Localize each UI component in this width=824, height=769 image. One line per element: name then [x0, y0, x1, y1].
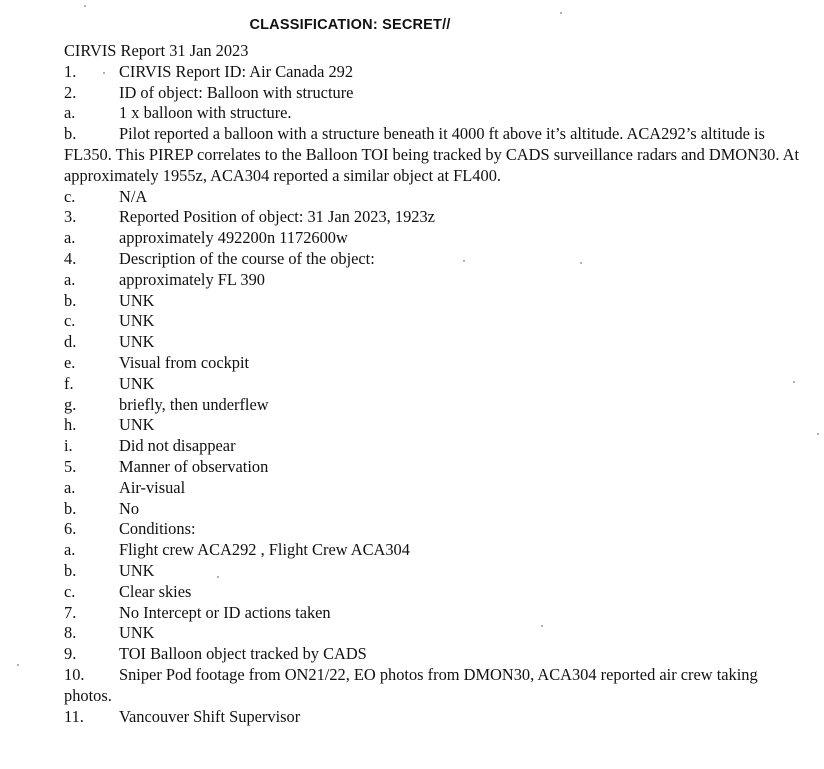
line-text: UNK: [119, 560, 155, 580]
scan-speck: [463, 260, 465, 262]
line-number: 1.: [64, 61, 77, 81]
line-number: a.: [64, 103, 76, 123]
line-number: d.: [64, 332, 77, 352]
line-text: Clear skies: [119, 581, 192, 601]
report-line: [64, 187, 804, 208]
report-line: [64, 519, 804, 540]
line-text: UNK: [119, 332, 155, 352]
report-line: [64, 457, 804, 478]
line-text: TOI Balloon object tracked by CADS: [119, 644, 367, 664]
line-text: N/A: [119, 186, 148, 206]
report-line: [64, 103, 804, 124]
line-number: b.: [64, 124, 77, 144]
line-number: b.: [64, 560, 77, 580]
line-text: Manner of observation: [119, 456, 269, 476]
report-line: [64, 124, 804, 186]
report-line: [64, 561, 804, 582]
line-number: 5.: [64, 456, 77, 476]
report-line: [64, 395, 804, 416]
report-line: [64, 291, 804, 312]
report-line: [64, 540, 804, 561]
line-text: Visual from cockpit: [119, 352, 250, 372]
report-line: [64, 707, 804, 728]
line-text: Sniper Pod footage from ON21/22, EO photos from DMON30, ACA304 reported air crew taking photos.: [64, 664, 758, 705]
report-line: [64, 603, 804, 624]
scan-speck: [103, 72, 105, 74]
line-text: briefly, then underflew: [119, 394, 269, 414]
line-number: f.: [64, 373, 74, 393]
line-number: a.: [64, 540, 76, 560]
line-number: b.: [64, 498, 77, 518]
scan-speck: [560, 12, 562, 14]
line-number: a.: [64, 269, 76, 289]
line-number: g.: [64, 394, 77, 414]
report-lines: [64, 62, 804, 728]
report-line: [64, 436, 804, 457]
report-line: [64, 332, 804, 353]
line-text: Flight crew ACA292 , Flight Crew ACA304: [119, 540, 410, 560]
report-body: [64, 41, 804, 727]
line-number: h.: [64, 415, 77, 435]
line-number: a.: [64, 477, 76, 497]
line-number: c.: [64, 186, 76, 206]
line-number: 8.: [64, 623, 77, 643]
report-line: [64, 228, 804, 249]
line-number: c.: [64, 311, 76, 331]
scan-speck: [217, 576, 219, 578]
line-text: approximately FL 390: [119, 269, 265, 289]
line-text: No: [119, 498, 140, 518]
line-text: No Intercept or ID actions taken: [119, 602, 331, 622]
line-number: b.: [64, 290, 77, 310]
report-line: [64, 478, 804, 499]
line-text: UNK: [119, 290, 155, 310]
line-text: UNK: [119, 415, 155, 435]
line-number: c.: [64, 581, 76, 601]
line-text: Conditions:: [119, 519, 196, 539]
line-text: Air-visual: [119, 477, 186, 497]
line-number: 6.: [64, 519, 77, 539]
line-number: 7.: [64, 602, 77, 622]
scan-speck: [84, 5, 86, 7]
line-text: approximately 492200n 1172600w: [119, 228, 348, 248]
line-number: 10.: [64, 664, 85, 684]
line-text: UNK: [119, 373, 155, 393]
scan-speck: [817, 433, 819, 435]
report-line: [64, 353, 804, 374]
report-line: [64, 415, 804, 436]
line-text: UNK: [119, 311, 155, 331]
line-text: CIRVIS Report ID: Air Canada 292: [119, 61, 354, 81]
line-text: UNK: [119, 623, 155, 643]
report-line: [64, 582, 804, 603]
report-line: [64, 623, 804, 644]
report-line: [64, 270, 804, 291]
report-title: CIRVIS Report 31 Jan 2023: [64, 41, 249, 60]
line-text: Vancouver Shift Supervisor: [119, 706, 301, 726]
report-line: [64, 83, 804, 104]
report-line: [64, 249, 804, 270]
scan-speck: [793, 381, 795, 383]
line-number: 4.: [64, 248, 77, 268]
line-number: a.: [64, 228, 76, 248]
report-line: [64, 374, 804, 395]
line-text: ID of object: Balloon with structure: [119, 82, 354, 102]
line-text: Description of the course of the object:: [119, 248, 375, 268]
report-line: [64, 665, 804, 707]
line-number: 3.: [64, 207, 77, 227]
report-line: [64, 644, 804, 665]
report-line: [64, 311, 804, 332]
report-line: [64, 499, 804, 520]
line-text: 1 x balloon with structure.: [119, 103, 292, 123]
line-text: Reported Position of object: 31 Jan 2023, 1923z: [119, 207, 435, 227]
scan-speck: [541, 625, 543, 627]
classification-banner: CLASSIFICATION: SECRET//: [249, 17, 451, 33]
line-number: e.: [64, 352, 76, 372]
line-number: 9.: [64, 644, 77, 664]
line-number: i.: [64, 436, 73, 456]
line-text: Pilot reported a balloon with a structure beneath it 4000 ft above it’s altitude. ACA292’s altitude is FL350. This PIREP correlates to the Balloon TOI being tracked by CADS surveillance radars and DMON30. At approximately 1955z, ACA304 reported a similar object at FL400.: [64, 124, 800, 185]
line-number: 11.: [64, 706, 84, 726]
report-line: [64, 207, 804, 228]
report-line: [64, 62, 804, 83]
line-number: 2.: [64, 82, 77, 102]
scan-speck: [580, 262, 582, 264]
scan-speck: [17, 664, 19, 666]
line-text: Did not disappear: [119, 436, 236, 456]
